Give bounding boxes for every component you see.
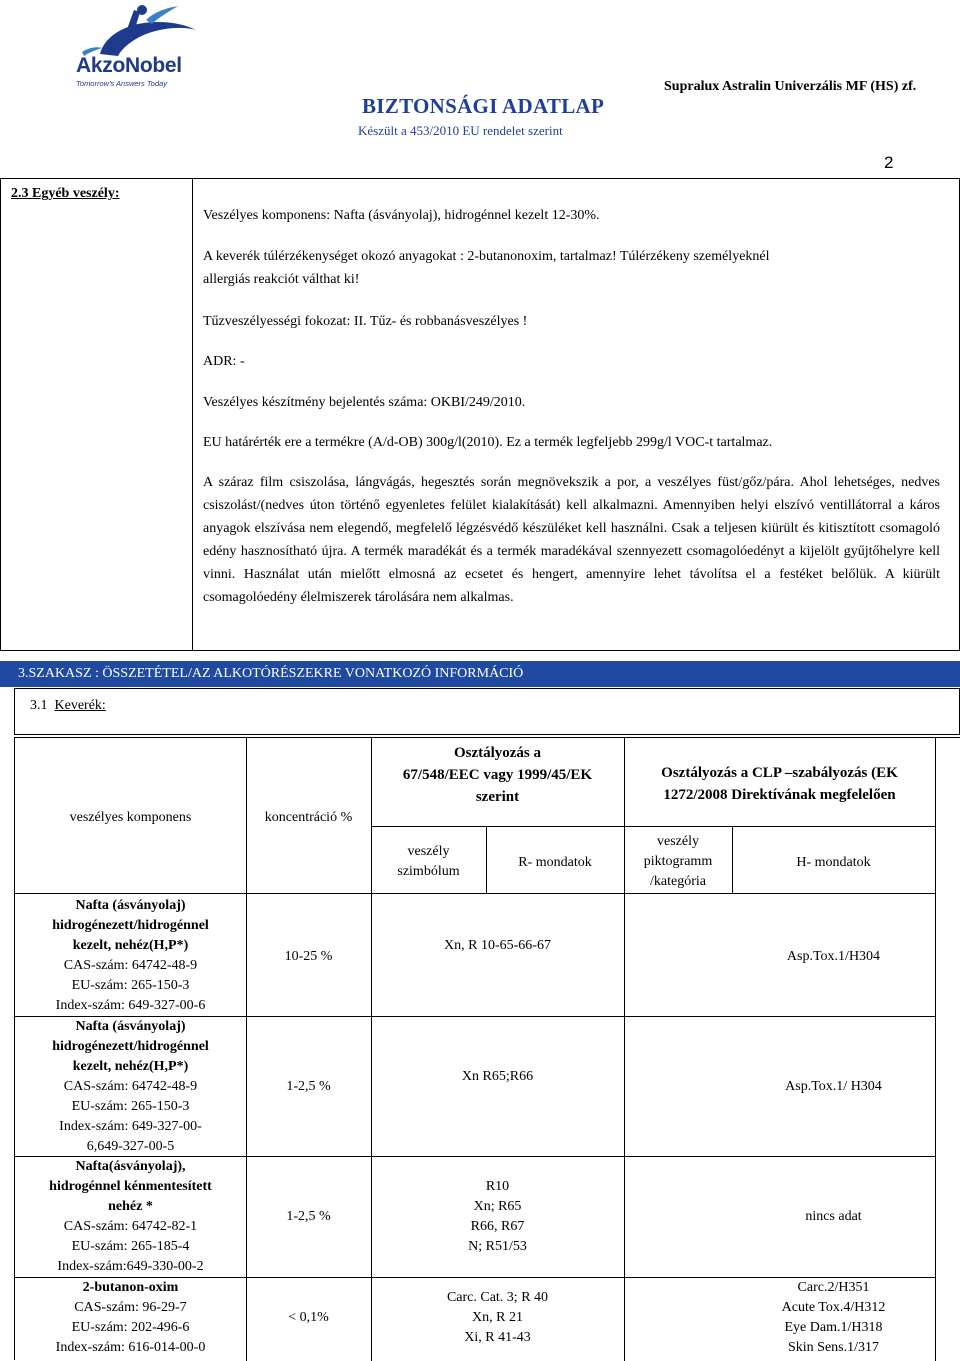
header-group-classic-line: 67/548/EEC vagy 1999/45/EK (402, 767, 593, 783)
classification-value: Xn R65;R66 (461, 1069, 534, 1084)
concentration-value: 1-2,5 % (286, 1079, 331, 1094)
component-name: Nafta (ásványolaj) (75, 898, 186, 913)
component-id: EU-szám: 202-496-6 (71, 1320, 190, 1335)
fire-hazard-text: Tűzveszélyességi fokozat: II. Tűz- és robbanásveszélyes ! (203, 314, 528, 329)
page-number: 2 (884, 153, 894, 172)
section-2-3-label-cell (0, 178, 193, 651)
component-id: CAS-szám: 96-29-7 (74, 1300, 187, 1315)
table-col-divider (935, 738, 936, 1361)
header-pictogram-line: piktogramm (643, 854, 713, 869)
table-row-component (15, 1017, 246, 1157)
component-id: Index-szám:649-330-00-2 (57, 1259, 204, 1274)
component-id: Index-szám: 649-327-00- (59, 1119, 202, 1134)
voc-limit-text: EU határérték ere a termékre (A/d-OB) 300g/l(2010). Ez a termék legfeljebb 299g/l VOC-t tartalmaz. (203, 435, 773, 450)
logo-wordmark: AkzoNobel (76, 54, 182, 77)
header-pictogram-line: /kategória (650, 874, 706, 889)
table-col-divider (246, 738, 247, 1361)
document-title: BIZTONSÁGI ADATLAP (362, 94, 605, 118)
section-2-3-label: 2.3 Egyéb veszély: (11, 186, 120, 201)
logo-figure-icon (62, 2, 202, 57)
notification-number-text: Veszélyes készítmény bejelentés száma: OKBI/249/2010. (203, 395, 526, 410)
document-subtitle: Készült a 453/2010 EU rendelet szerint (358, 123, 563, 138)
logo-tagline: Tomorrow's Answers Today (76, 79, 168, 88)
component-name: Nafta (ásványolaj) (75, 1019, 186, 1034)
component-name: kezelt, nehéz(H,P*) (72, 1059, 189, 1074)
component-name: kezelt, nehéz(H,P*) (72, 938, 189, 953)
r-phrase-list (371, 1288, 624, 1348)
section-3-1-title: Keverék: (54, 698, 106, 713)
header-group-clp-line: 1272/2008 Direktívának megfelelően (663, 787, 896, 803)
concentration-value: 10-25 % (284, 949, 333, 964)
classification-value: Xn, R 10-65-66-67 (444, 938, 551, 953)
component-name: hidrogénezett/hidrogénnel (52, 918, 209, 933)
table-header-bottom (15, 893, 936, 894)
component-id: EU-szám: 265-185-4 (71, 1239, 190, 1254)
hazardous-component-text: Veszélyes komponens: Nafta (ásványolaj), hidrogénnel kezelt 12-30%. (203, 208, 600, 223)
h-phrase-list (732, 1278, 935, 1358)
sensitizer-warning-line-2: allergiás reakciót válthat ki! (203, 272, 360, 287)
r-phrase-value: Carc. Cat. 3; R 40 (446, 1290, 549, 1305)
composition-table (14, 737, 960, 1360)
table-row-component (15, 1278, 246, 1358)
table-header-divider (372, 826, 936, 827)
header-h-phrases: H- mondatok (796, 855, 871, 870)
component-id: 6,649-327-00-5 (86, 1139, 175, 1154)
component-id: Index-szám: 649-327-00-6 (55, 998, 206, 1013)
h-phrase-value: Carc.2/H351 (797, 1280, 870, 1295)
header-group-clp-line: Osztályozás a CLP –szabályozás (EK (661, 765, 898, 781)
component-id: EU-szám: 265-150-3 (71, 978, 190, 993)
h-phrase-value: Eye Dam.1/H318 (784, 1320, 883, 1335)
adr-text: ADR: - (203, 354, 245, 369)
component-name: 2-butanon-oxim (82, 1280, 179, 1295)
r-phrase-value: Xn, R 21 (472, 1310, 523, 1325)
header-group-classic-line: szerint (475, 789, 520, 805)
header-hazard-symbol (371, 842, 486, 882)
component-id: CAS-szám: 64742-82-1 (63, 1219, 198, 1234)
header-group-clp (624, 762, 935, 806)
r-phrase-value: R10 (485, 1179, 510, 1194)
akzonobel-logo (62, 2, 202, 92)
header-pictogram (624, 832, 732, 892)
concentration-value: < 0,1% (288, 1310, 329, 1325)
header-hazard-symbol-line: szimbólum (397, 864, 460, 879)
table-col-divider (371, 738, 372, 1361)
h-phrase-value: Skin Sens.1/317 (787, 1340, 879, 1355)
h-phrase-value: Acute Tox.4/H312 (781, 1300, 886, 1315)
component-name: nehéz * (108, 1199, 153, 1214)
r-phrase-value: Xn; R65 (473, 1199, 522, 1214)
header-component: veszélyes komponens (69, 810, 192, 825)
component-name: Nafta(ásványolaj), (75, 1159, 186, 1174)
section-3-title: 3.SZAKASZ : ÖSSZETÉTEL/AZ ALKOTÓRÉSZEKRE VONATKOZÓ INFORMÁCIÓ (18, 666, 524, 681)
r-phrase-value: N; R51/53 (468, 1239, 527, 1254)
h-phrase-value: Asp.Tox.1/ H304 (785, 1079, 882, 1094)
r-phrase-value: Xi, R 41-43 (464, 1330, 531, 1345)
sensitizer-warning-line-1: A keverék túlérzékenységet okozó anyagokat : 2-butanonoxim, tartalmaz! Túlérzékeny személyeknél (203, 249, 770, 264)
component-id: Index-szám: 616-014-00-0 (55, 1340, 206, 1355)
header-group-classic (371, 742, 624, 808)
r-phrase-value: R66, R67 (470, 1219, 525, 1234)
handling-advice-paragraph: A száraz film csiszolása, lángvágás, hegesztés során megnövekszik a por, a veszélyes füst/gőz/pára. Ahol lehetséges, nedves csiszolást/(nedves úton történő egyenletes felület kialakítását) kell alkalmazni. Amennyiben helyi elszívó ventillátorral a káros anyagok elszívása nem elegendő, megfelelő légzésvédő készüléket kell használni. Csak a teljesen kiürült és kitisztított csomagoló edény hasznosítható újra. A termék maradékát és a termék maradékával szennyezett csomagolóedényt a kijelölt gyűjtőhelyre kell vinni. Használat után mielőtt elmosná az ecsetet és hengert, amennyire lehet távolítsa el a festéket belőlük. A kiürült csomagolóedény élelmiszerek tárolására nem alkalmas. (203, 475, 940, 605)
section-3-1-cell (14, 688, 960, 735)
r-phrase-list (371, 1177, 624, 1257)
section-3-1-label (30, 698, 106, 714)
table-row-component (15, 896, 246, 1016)
header-hazard-symbol-line: veszély (407, 844, 450, 859)
header-r-phrases: R- mondatok (518, 855, 592, 870)
table-row-component (15, 1157, 246, 1277)
h-phrase-value: Asp.Tox.1/H304 (786, 949, 881, 964)
component-id: CAS-szám: 64742-48-9 (63, 1079, 198, 1094)
component-id: CAS-szám: 64742-48-9 (63, 958, 198, 973)
concentration-value: 1-2,5 % (286, 1209, 331, 1224)
section-3-1-number: 3.1 (30, 698, 48, 713)
h-phrase-value: nincs adat (805, 1209, 862, 1224)
component-name: hidrogénnel kénmentesített (49, 1179, 212, 1194)
header-concentration: koncentráció % (264, 810, 353, 825)
component-name: hidrogénezett/hidrogénnel (52, 1039, 209, 1054)
product-name: Supralux Astralin Univerzális MF (HS) zf. (664, 79, 917, 94)
component-id: EU-szám: 265-150-3 (71, 1099, 190, 1114)
header-group-classic-line: Osztályozás a (453, 745, 542, 761)
header-pictogram-line: veszély (657, 834, 699, 849)
